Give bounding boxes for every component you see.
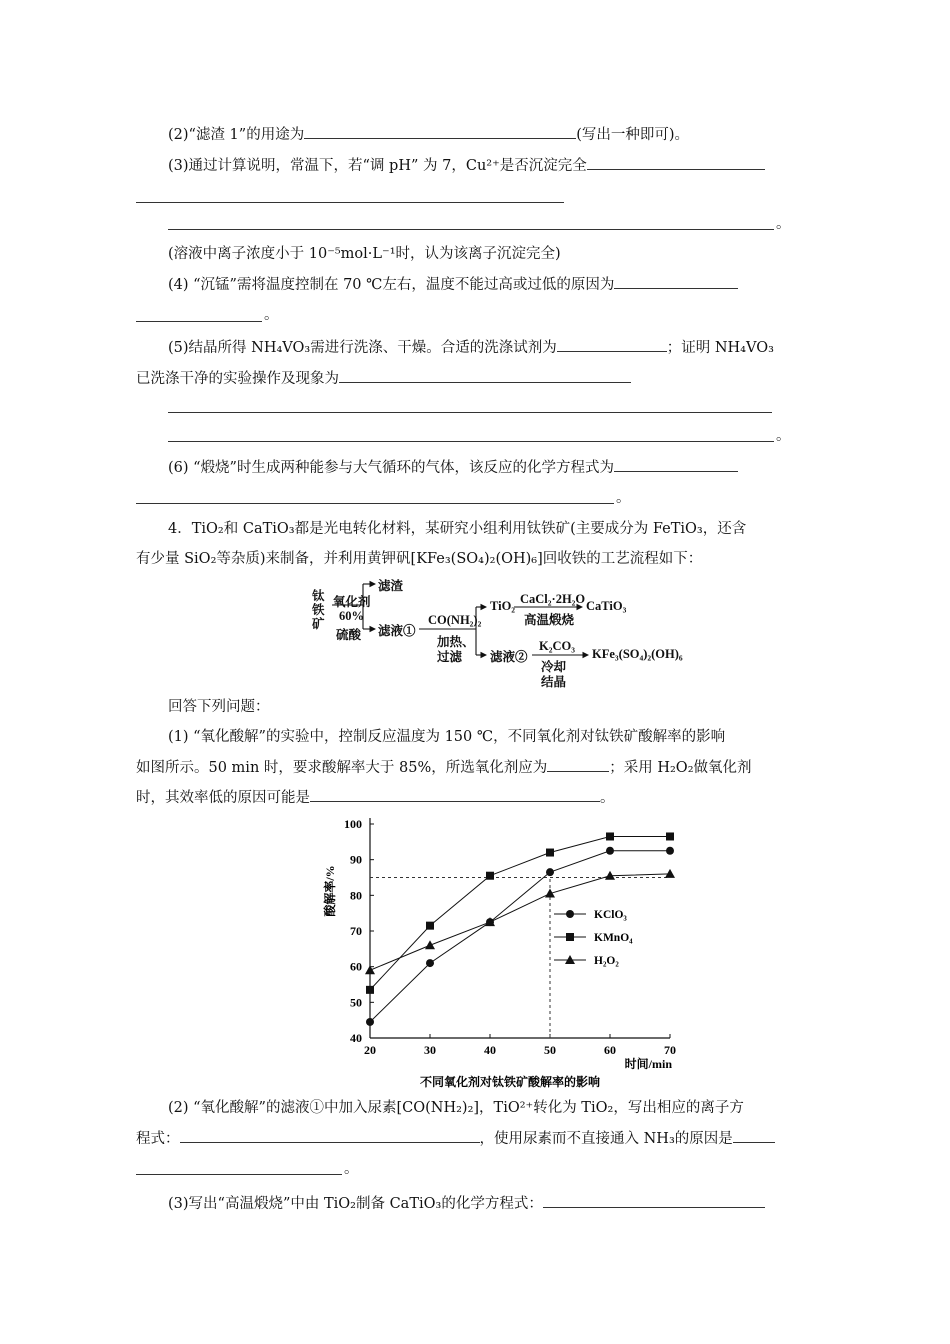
flow-heat: 加热、 (437, 635, 475, 649)
s2-end: 。 (344, 1161, 359, 1177)
q6-text: (6) “煅烧”时生成两种能参与大气循环的气体，该反应的化学方程式为 (168, 460, 614, 476)
q3-answer-blank-2[interactable] (136, 202, 564, 203)
s1-text-d: 。 (600, 790, 615, 806)
q5-text-b: ；证明 NH₄VO₃ (666, 340, 774, 356)
flow-filtrate1: 滤液① (378, 624, 416, 638)
answer-header: 回答下列问题： (168, 699, 270, 715)
legend-marker-kclo3 (566, 910, 574, 918)
point-h2o2-30 (425, 940, 435, 949)
q2-line (168, 124, 689, 145)
x-tick-label: 50 (544, 1043, 556, 1057)
p4-intro-line-2: 有少量 SiO₂等杂质)来制备，并利用黄钾矾[KFe₃(SO₄)₂(OH)₆]回收铁的工艺流程如下： (136, 551, 703, 567)
point-kmno4-20 (366, 986, 374, 994)
s2-answer-blank-3[interactable] (136, 1174, 342, 1175)
x-axis-label: 时间/min (624, 1057, 672, 1071)
flow-filtrate2: 滤液② (490, 650, 528, 664)
flow-catio3: CaTiO₃ (586, 599, 627, 613)
y-axis-label: 酸解率/% (323, 865, 337, 917)
q3-note: (溶液中离子浓度小于 10⁻⁵mol·L⁻¹时，认为该离子沉淀完全) (168, 246, 561, 262)
s3-text: (3)写出“高温煅烧”中由 TiO₂制备 CaTiO₃的化学方程式： (168, 1196, 543, 1212)
q5-answer-blank-4[interactable] (168, 441, 774, 442)
flow-ore: 钛铁矿 (312, 589, 325, 631)
q3-line (168, 155, 765, 176)
s3-answer-blank[interactable] (543, 1193, 765, 1208)
point-kclo3-60 (606, 847, 614, 855)
q5-text-a: (5)结晶所得 NH₄VO₃需进行洗涤、干燥。合适的洗涤试剂为 (168, 340, 557, 356)
s1-text-a: 如图所示。50 min 时，要求酸解率大于 85%，所选氧化剂应为 (136, 760, 548, 776)
flow-cacl2: CaCl₂·2H₂O (520, 592, 586, 606)
s2-text-b: ，使用尿素而不直接通入 NH₃的原因是 (479, 1131, 733, 1147)
s1-answer-blank-1[interactable] (547, 757, 609, 772)
y-tick-label: 50 (350, 995, 362, 1010)
q5-answer-blank-2[interactable] (339, 368, 631, 383)
flow-k2co3: K₂CO₃ (539, 639, 575, 653)
flow-filter: 过滤 (437, 650, 463, 664)
q4-text: (4) “沉锰”需将温度控制在 70 ℃左右，温度不能过高或过低的原因为 (168, 277, 615, 293)
point-h2o2-50 (545, 889, 555, 898)
point-kmno4-40 (486, 872, 494, 880)
flow-residue: 滤渣 (378, 579, 404, 593)
x-tick-label: 40 (484, 1043, 496, 1057)
p4-intro-line-1: 4．TiO₂和 CaTiO₃都是光电转化材料，某研究小组利用钛铁矿(主要成分为 FeTiO₃，还含 (168, 521, 747, 537)
s2-line-2 (136, 1128, 775, 1149)
s1-line-1: (1) “氧化酸解”的实验中，控制反应温度为 150 ℃，不同氧化剂对钛铁矿酸解率的影响 (168, 729, 726, 745)
q4-line (168, 274, 738, 295)
q5-end: 。 (776, 428, 791, 444)
q4-answer-blank-1[interactable] (614, 274, 738, 289)
q4-end: 。 (264, 307, 279, 323)
legend-marker-kmno4 (566, 933, 574, 941)
point-h2o2-70 (665, 869, 675, 878)
s2-line-1: (2) “氧化酸解”的滤液①中加入尿素[CO(NH₂)₂]，TiO²⁺转化为 TiO₂，写出相应的离子方 (168, 1100, 744, 1116)
y-tick-label: 40 (350, 1031, 362, 1045)
series-line-h2o2 (370, 874, 670, 970)
q3-answer-blank-3[interactable] (168, 229, 774, 230)
point-kclo3-30 (426, 959, 434, 967)
legend-label-h2o2: H₂O₂ (594, 955, 619, 967)
q5-answer-blank-1[interactable] (557, 337, 667, 352)
flow-cool: 冷却 (541, 660, 567, 674)
q2-suffix: (写出一种即可)。 (576, 127, 690, 143)
flow-crystallize: 结晶 (541, 675, 567, 689)
y-tick-label: 60 (350, 959, 362, 974)
point-kmno4-70 (666, 832, 674, 840)
x-tick-label: 70 (664, 1043, 676, 1057)
y-tick-label: 80 (350, 888, 362, 903)
s2-answer-blank-2[interactable] (733, 1128, 775, 1143)
flow-calcine: 高温煅烧 (524, 613, 575, 627)
s2-answer-blank-1[interactable] (180, 1128, 480, 1143)
legend-label-kclo3: KClO₃ (594, 909, 627, 921)
process-flow-diagram (310, 575, 683, 689)
point-kclo3-20 (366, 1018, 374, 1026)
q2-prefix: (2)“滤渣 1”的用途为 (168, 127, 305, 143)
acid-decomposition-chart (304, 812, 704, 1094)
s1-line-2 (136, 757, 752, 778)
s1-text-c: 时，其效率低的原因可能是 (136, 790, 310, 806)
legend-label-kmno4: KMnO₄ (594, 932, 633, 944)
y-tick-label: 100 (344, 817, 362, 831)
q3-end: 。 (776, 216, 791, 232)
flow-oxidant: 氧化剂 (333, 595, 371, 609)
point-kmno4-30 (426, 922, 434, 930)
chart-title: 不同氧化剂对钛铁矿酸解率的影响 (419, 1075, 601, 1089)
q6-answer-blank-1[interactable] (614, 457, 738, 472)
q6-end: 。 (616, 490, 631, 506)
point-kmno4-50 (546, 849, 554, 857)
s2-text-a: 程式： (136, 1131, 180, 1147)
q5-text-c: 已洗涤干净的实验操作及现象为 (136, 371, 339, 387)
y-tick-label: 70 (350, 924, 362, 938)
point-kclo3-50 (546, 868, 554, 876)
flow-urea: CO(NH₂)₂ (428, 613, 482, 627)
q3-text: (3)通过计算说明，常温下，若“调 pH” 为 7，Cu²⁺是否沉淀完全 (168, 158, 587, 174)
q5-answer-blank-3[interactable] (168, 412, 772, 413)
s3-line (168, 1193, 765, 1214)
q4-answer-blank-2[interactable] (136, 321, 262, 322)
s1-text-b: ；采用 H₂O₂做氧化剂 (609, 760, 752, 776)
q2-answer-blank[interactable] (304, 124, 576, 139)
s1-line-3 (136, 787, 615, 808)
q5-line-2 (136, 368, 631, 389)
q3-answer-blank-1[interactable] (587, 155, 765, 170)
point-kmno4-60 (606, 832, 614, 840)
q6-answer-blank-2[interactable] (136, 503, 614, 504)
y-tick-label: 90 (350, 852, 362, 867)
chart-svg (304, 812, 704, 1094)
x-tick-label: 30 (424, 1043, 436, 1057)
x-tick-label: 60 (604, 1043, 616, 1057)
flow-acid: 硫酸 (336, 628, 362, 642)
s1-answer-blank-2[interactable] (310, 787, 600, 802)
q5-line-1 (168, 337, 774, 358)
q6-line (168, 457, 738, 478)
flow-tio2: TiO₂ (490, 599, 516, 613)
flow-product: KFe₃(SO₄)₂(OH)₆ (592, 647, 683, 661)
flow-acid-conc: 60% (339, 609, 364, 623)
x-tick-label: 20 (364, 1043, 376, 1057)
point-kclo3-70 (666, 847, 674, 855)
